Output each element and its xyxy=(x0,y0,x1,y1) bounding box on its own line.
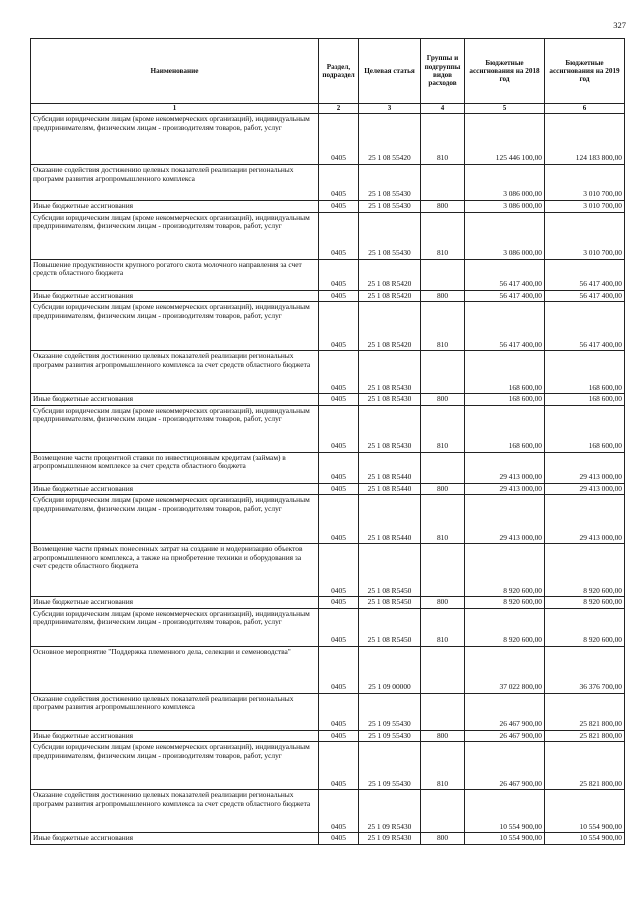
row-section: 0405 xyxy=(319,597,359,609)
row-budget-2019: 8 920 600,00 xyxy=(545,544,625,597)
row-name: Оказание содействия достижению целевых показателей реализации региональных программ развития агропромышленного комплекса xyxy=(31,165,319,201)
row-article: 25 1 08 R5430 xyxy=(359,351,421,394)
row-group xyxy=(421,693,465,730)
row-section: 0405 xyxy=(319,212,359,259)
table-row xyxy=(31,259,625,290)
table-row xyxy=(31,608,625,646)
row-budget-2019: 56 417 400,00 xyxy=(545,302,625,351)
table-row xyxy=(31,302,625,351)
row-group xyxy=(421,165,465,201)
table-row xyxy=(31,405,625,452)
row-name: Субсидии юридическим лицам (кроме некоммерческих организаций), индивидуальным предпринимателям, физическим лицам - производителям товаров, работ, услуг xyxy=(31,742,319,790)
row-section: 0405 xyxy=(319,452,359,483)
row-budget-2019: 3 010 700,00 xyxy=(545,201,625,213)
row-section: 0405 xyxy=(319,608,359,646)
row-section: 0405 xyxy=(319,730,359,742)
table-row xyxy=(31,201,625,213)
row-article: 25 1 08 R5440 xyxy=(359,495,421,544)
row-article: 25 1 08 R5440 xyxy=(359,452,421,483)
row-section: 0405 xyxy=(319,693,359,730)
row-name: Субсидии юридическим лицам (кроме некоммерческих организаций), индивидуальным предпринимателям, физическим лицам - производителям товаров, работ, услуг xyxy=(31,608,319,646)
table-row xyxy=(31,212,625,259)
row-budget-2019: 29 413 000,00 xyxy=(545,495,625,544)
row-article: 25 1 08 R5450 xyxy=(359,544,421,597)
row-name: Иные бюджетные ассигнования xyxy=(31,597,319,609)
row-group: 800 xyxy=(421,483,465,495)
row-budget-2019: 3 010 700,00 xyxy=(545,212,625,259)
row-section: 0405 xyxy=(319,394,359,406)
row-group xyxy=(421,790,465,833)
row-budget-2018: 26 467 900,00 xyxy=(465,742,545,790)
row-budget-2019: 3 010 700,00 xyxy=(545,165,625,201)
row-budget-2019: 25 821 800,00 xyxy=(545,730,625,742)
table-row xyxy=(31,351,625,394)
row-article: 25 1 08 R5420 xyxy=(359,259,421,290)
row-budget-2018: 56 417 400,00 xyxy=(465,259,545,290)
row-name: Субсидии юридическим лицам (кроме некоммерческих организаций), индивидуальным предпринимателям, физическим лицам - производителям товаров, работ, услуг xyxy=(31,302,319,351)
row-name: Оказание содействия достижению целевых показателей реализации региональных программ развития агропромышленного комплекса xyxy=(31,693,319,730)
row-budget-2018: 8 920 600,00 xyxy=(465,544,545,597)
table-row xyxy=(31,452,625,483)
row-group: 800 xyxy=(421,394,465,406)
table-row xyxy=(31,833,625,845)
row-name: Основное мероприятие "Поддержка племенного дела, селекции и семеноводства" xyxy=(31,646,319,693)
row-group: 800 xyxy=(421,730,465,742)
row-article: 25 1 08 R5450 xyxy=(359,597,421,609)
row-article: 25 1 09 55430 xyxy=(359,742,421,790)
row-group: 800 xyxy=(421,290,465,302)
row-group: 810 xyxy=(421,114,465,165)
row-group: 800 xyxy=(421,201,465,213)
row-name: Иные бюджетные ассигнования xyxy=(31,290,319,302)
table-row xyxy=(31,790,625,833)
header-budget-2019: Бюджетные ассигнования на 2019 год xyxy=(545,39,625,104)
row-name: Иные бюджетные ассигнования xyxy=(31,201,319,213)
column-number: 2 xyxy=(319,104,359,114)
row-article: 25 1 08 R5450 xyxy=(359,608,421,646)
row-budget-2018: 29 413 000,00 xyxy=(465,495,545,544)
row-section: 0405 xyxy=(319,742,359,790)
row-budget-2019: 8 920 600,00 xyxy=(545,597,625,609)
row-article: 25 1 08 R5420 xyxy=(359,302,421,351)
row-article: 25 1 08 R5420 xyxy=(359,290,421,302)
row-article: 25 1 09 55430 xyxy=(359,693,421,730)
row-section: 0405 xyxy=(319,544,359,597)
row-name: Иные бюджетные ассигнования xyxy=(31,483,319,495)
column-number: 3 xyxy=(359,104,421,114)
row-budget-2018: 8 920 600,00 xyxy=(465,608,545,646)
row-group xyxy=(421,544,465,597)
row-budget-2019: 29 413 000,00 xyxy=(545,483,625,495)
row-budget-2019: 56 417 400,00 xyxy=(545,259,625,290)
row-section: 0405 xyxy=(319,165,359,201)
row-budget-2018: 3 086 000,00 xyxy=(465,201,545,213)
budget-table xyxy=(30,38,625,845)
table-row xyxy=(31,290,625,302)
row-budget-2019: 168 600,00 xyxy=(545,394,625,406)
row-budget-2019: 29 413 000,00 xyxy=(545,452,625,483)
row-name: Возмещение части прямых понесенных затрат на создание и модернизацию объектов агропромышленного комплекса, а также на приобретение техники и оборудования за счет средств областного бюджета xyxy=(31,544,319,597)
row-budget-2019: 168 600,00 xyxy=(545,405,625,452)
row-section: 0405 xyxy=(319,302,359,351)
row-section: 0405 xyxy=(319,495,359,544)
row-article: 25 1 08 55430 xyxy=(359,165,421,201)
row-article: 25 1 08 55420 xyxy=(359,114,421,165)
header-name: Наименование xyxy=(31,39,319,104)
row-name: Оказание содействия достижению целевых показателей реализации региональных программ развития агропромышленного комплекса за счет средств областного бюджета xyxy=(31,790,319,833)
table-row xyxy=(31,544,625,597)
row-budget-2019: 8 920 600,00 xyxy=(545,608,625,646)
row-budget-2019: 124 183 800,00 xyxy=(545,114,625,165)
header-article: Целевая статья xyxy=(359,39,421,104)
table-body xyxy=(31,114,625,845)
row-group xyxy=(421,646,465,693)
row-budget-2019: 36 376 700,00 xyxy=(545,646,625,693)
table-row xyxy=(31,646,625,693)
table-row xyxy=(31,730,625,742)
row-section: 0405 xyxy=(319,483,359,495)
row-budget-2018: 125 446 100,00 xyxy=(465,114,545,165)
header-budget-2018: Бюджетные ассигнования на 2018 год xyxy=(465,39,545,104)
row-article: 25 1 08 R5440 xyxy=(359,483,421,495)
row-article: 25 1 09 R5430 xyxy=(359,833,421,845)
row-section: 0405 xyxy=(319,351,359,394)
table-row xyxy=(31,165,625,201)
column-number: 1 xyxy=(31,104,319,114)
row-group: 800 xyxy=(421,833,465,845)
row-name: Возмещение части процентной ставки по инвестиционным кредитам (займам) в агропромышленном комплексе за счет средств областного бюджета xyxy=(31,452,319,483)
table-row xyxy=(31,394,625,406)
row-group: 810 xyxy=(421,405,465,452)
table-row xyxy=(31,693,625,730)
row-budget-2018: 26 467 900,00 xyxy=(465,693,545,730)
row-article: 25 1 08 55430 xyxy=(359,212,421,259)
header-section: Раздел, подраздел xyxy=(319,39,359,104)
row-article: 25 1 08 55430 xyxy=(359,201,421,213)
column-numbers-row xyxy=(31,104,625,114)
row-group xyxy=(421,351,465,394)
row-name: Иные бюджетные ассигнования xyxy=(31,730,319,742)
row-article: 25 1 09 55430 xyxy=(359,730,421,742)
row-name: Субсидии юридическим лицам (кроме некоммерческих организаций), индивидуальным предпринимателям, физическим лицам - производителям товаров, работ, услуг xyxy=(31,405,319,452)
row-group xyxy=(421,259,465,290)
row-budget-2018: 168 600,00 xyxy=(465,394,545,406)
column-number: 4 xyxy=(421,104,465,114)
row-section: 0405 xyxy=(319,405,359,452)
table-row xyxy=(31,114,625,165)
row-budget-2019: 168 600,00 xyxy=(545,351,625,394)
row-section: 0405 xyxy=(319,833,359,845)
column-number: 5 xyxy=(465,104,545,114)
header-group: Группы и подгруппы видов расходов xyxy=(421,39,465,104)
page-number: 327 xyxy=(613,20,626,30)
header-row xyxy=(31,39,625,104)
row-group: 810 xyxy=(421,302,465,351)
row-budget-2018: 10 554 900,00 xyxy=(465,833,545,845)
row-budget-2018: 56 417 400,00 xyxy=(465,302,545,351)
row-name: Субсидии юридическим лицам (кроме некоммерческих организаций), индивидуальным предпринимателям, физическим лицам - производителям товаров, работ, услуг xyxy=(31,114,319,165)
row-group: 810 xyxy=(421,608,465,646)
row-budget-2018: 3 086 000,00 xyxy=(465,212,545,259)
table-row xyxy=(31,742,625,790)
row-name: Субсидии юридическим лицам (кроме некоммерческих организаций), индивидуальным предпринимателям, физическим лицам - производителям товаров, работ, услуг xyxy=(31,495,319,544)
row-budget-2018: 168 600,00 xyxy=(465,405,545,452)
row-section: 0405 xyxy=(319,290,359,302)
row-group: 800 xyxy=(421,597,465,609)
row-name: Повышение продуктивности крупного рогатого скота молочного направления за счет средств областного бюджета xyxy=(31,259,319,290)
table-row xyxy=(31,597,625,609)
row-section: 0405 xyxy=(319,259,359,290)
row-name: Оказание содействия достижению целевых показателей реализации региональных программ развития агропромышленного комплекса за счет средств областного бюджета xyxy=(31,351,319,394)
row-budget-2018: 56 417 400,00 xyxy=(465,290,545,302)
row-group: 810 xyxy=(421,495,465,544)
row-budget-2019: 56 417 400,00 xyxy=(545,290,625,302)
row-article: 25 1 08 R5430 xyxy=(359,394,421,406)
row-budget-2019: 10 554 900,00 xyxy=(545,833,625,845)
column-number: 6 xyxy=(545,104,625,114)
row-budget-2018: 26 467 900,00 xyxy=(465,730,545,742)
row-article: 25 1 09 R5430 xyxy=(359,790,421,833)
row-group: 810 xyxy=(421,212,465,259)
row-budget-2018: 3 086 000,00 xyxy=(465,165,545,201)
row-budget-2018: 8 920 600,00 xyxy=(465,597,545,609)
row-budget-2018: 168 600,00 xyxy=(465,351,545,394)
row-section: 0405 xyxy=(319,114,359,165)
row-name: Субсидии юридическим лицам (кроме некоммерческих организаций), индивидуальным предпринимателям, физическим лицам - производителям товаров, работ, услуг xyxy=(31,212,319,259)
row-article: 25 1 08 R5430 xyxy=(359,405,421,452)
row-name: Иные бюджетные ассигнования xyxy=(31,833,319,845)
row-budget-2019: 25 821 800,00 xyxy=(545,742,625,790)
row-name: Иные бюджетные ассигнования xyxy=(31,394,319,406)
table-row xyxy=(31,495,625,544)
row-group xyxy=(421,452,465,483)
row-group: 810 xyxy=(421,742,465,790)
row-budget-2019: 25 821 800,00 xyxy=(545,693,625,730)
row-budget-2018: 29 413 000,00 xyxy=(465,452,545,483)
row-budget-2018: 29 413 000,00 xyxy=(465,483,545,495)
row-section: 0405 xyxy=(319,201,359,213)
row-section: 0405 xyxy=(319,790,359,833)
row-budget-2018: 10 554 900,00 xyxy=(465,790,545,833)
table-row xyxy=(31,483,625,495)
row-section: 0405 xyxy=(319,646,359,693)
row-article: 25 1 09 00000 xyxy=(359,646,421,693)
row-budget-2019: 10 554 900,00 xyxy=(545,790,625,833)
row-budget-2018: 37 022 800,00 xyxy=(465,646,545,693)
